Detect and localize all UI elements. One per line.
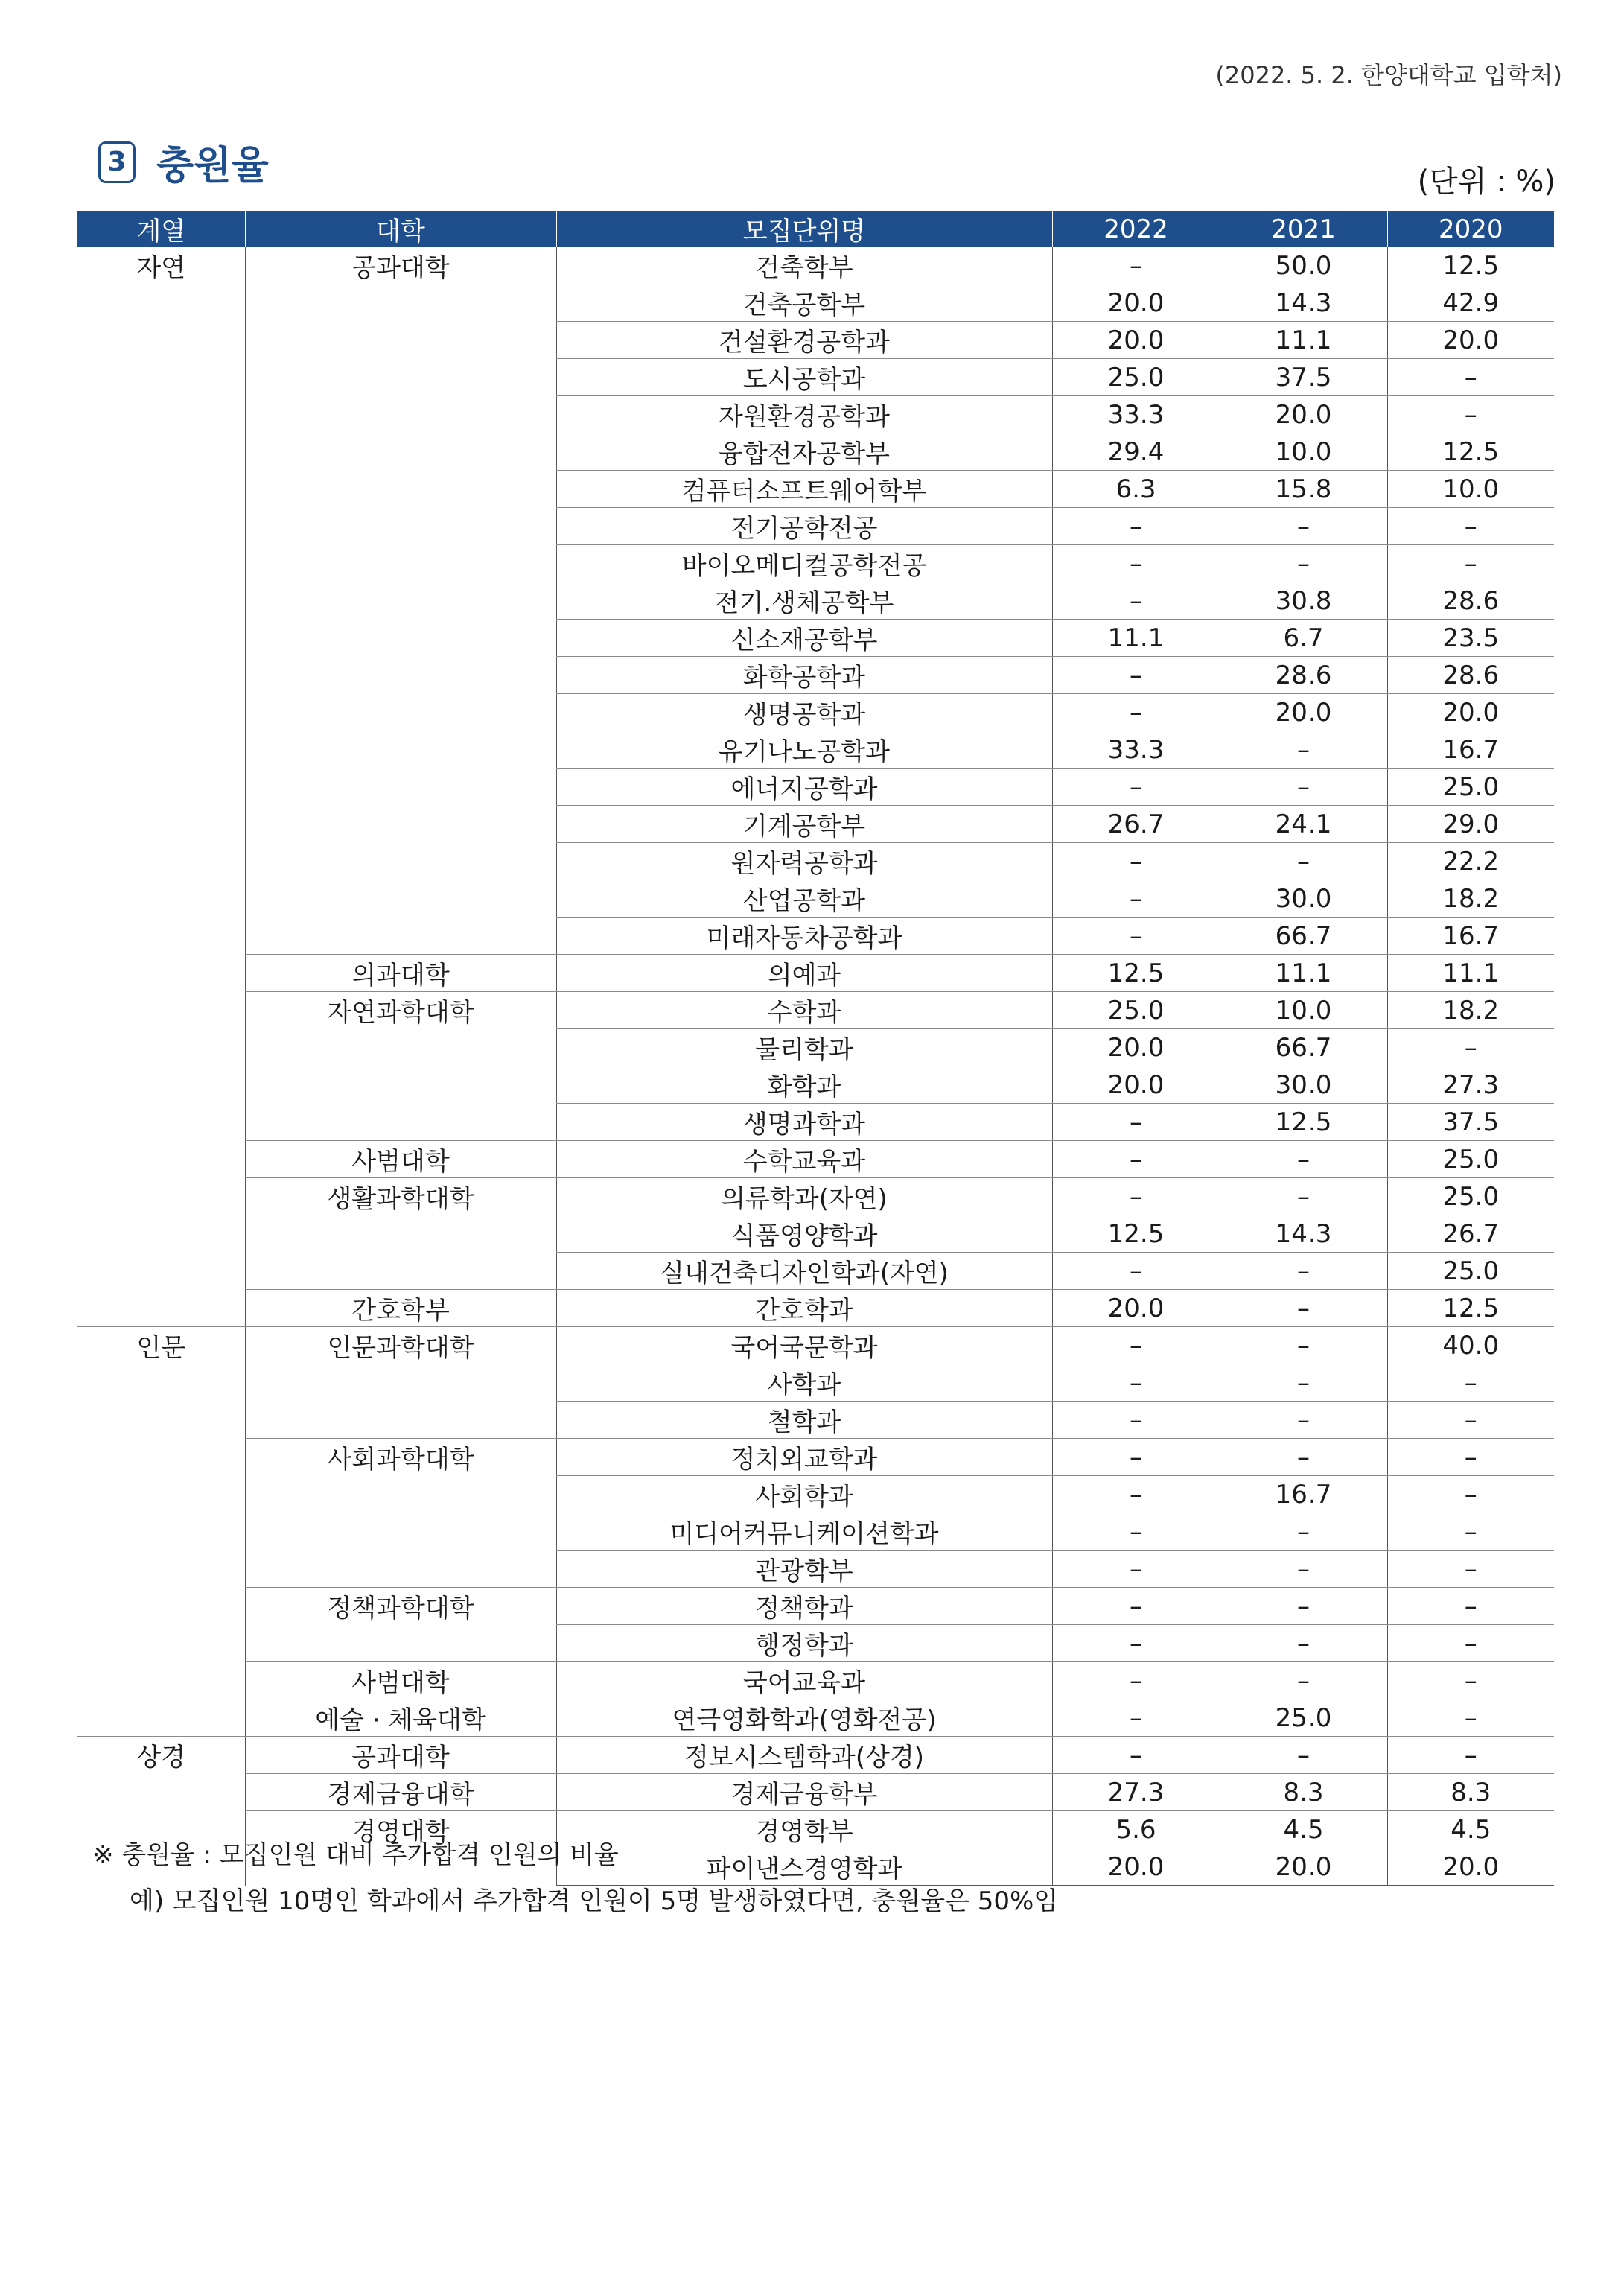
table-row — [77, 955, 1554, 992]
rate-2022-cell: 26.7 — [1052, 806, 1220, 843]
unit-name-cell: 실내건축디자인학과(자연) — [556, 1253, 1052, 1290]
rate-2020-cell: – — [1387, 1476, 1554, 1513]
rate-2020-cell: – — [1387, 1625, 1554, 1662]
footnotes — [92, 1832, 1058, 1924]
rate-2022-cell: 11.1 — [1052, 620, 1220, 657]
table-header-row — [77, 211, 1554, 247]
header-college: 대학 — [245, 211, 556, 247]
unit-name-cell: 산업공학과 — [556, 880, 1052, 918]
unit-name-cell: 수학과 — [556, 992, 1052, 1029]
rate-2021-cell: 30.8 — [1220, 582, 1387, 620]
rate-2022-cell: 20.0 — [1052, 284, 1220, 322]
rate-2020-cell: 26.7 — [1387, 1215, 1554, 1253]
table-row — [77, 1439, 1554, 1476]
rate-2021-cell: – — [1220, 545, 1387, 582]
table-row — [77, 1141, 1554, 1178]
rate-2020-cell: – — [1387, 1737, 1554, 1774]
rate-2021-cell: 30.0 — [1220, 1066, 1387, 1104]
rate-2020-cell: – — [1387, 545, 1554, 582]
category-cell: 상경 — [77, 1737, 245, 1886]
rate-2020-cell: 40.0 — [1387, 1327, 1554, 1364]
unit-name-cell: 화학공학과 — [556, 657, 1052, 694]
table-row — [77, 1588, 1554, 1625]
rate-2021-cell: 66.7 — [1220, 1029, 1387, 1066]
unit-name-cell: 미디어커뮤니케이션학과 — [556, 1513, 1052, 1551]
rate-2022-cell: – — [1052, 1104, 1220, 1141]
rate-2021-cell: – — [1220, 1439, 1387, 1476]
rate-2020-cell: 29.0 — [1387, 806, 1554, 843]
college-cell: 인문과학대학 — [245, 1327, 556, 1439]
rate-2020-cell: 12.5 — [1387, 247, 1554, 284]
rate-2021-cell: 6.7 — [1220, 620, 1387, 657]
rate-2021-cell: 20.0 — [1220, 694, 1387, 731]
college-cell: 사범대학 — [245, 1141, 556, 1178]
unit-name-cell: 유기나노공학과 — [556, 731, 1052, 769]
rate-2020-cell: – — [1387, 1439, 1554, 1476]
rate-2021-cell: 12.5 — [1220, 1104, 1387, 1141]
rate-2021-cell: 20.0 — [1220, 1848, 1387, 1886]
header-year-2020: 2020 — [1387, 211, 1554, 247]
rate-2021-cell: 28.6 — [1220, 657, 1387, 694]
rate-2020-cell: – — [1387, 1364, 1554, 1402]
source-note: (2022. 5. 2. 한양대학교 입학처) — [1215, 61, 1562, 89]
table-row — [77, 1662, 1554, 1699]
unit-name-cell: 건설환경공학과 — [556, 322, 1052, 359]
rate-2022-cell: 20.0 — [1052, 322, 1220, 359]
rate-2021-cell: 37.5 — [1220, 359, 1387, 396]
unit-name-cell: 간호학과 — [556, 1290, 1052, 1327]
rate-2020-cell: 12.5 — [1387, 433, 1554, 471]
rate-2022-cell: – — [1052, 918, 1220, 955]
rate-2021-cell: 11.1 — [1220, 955, 1387, 992]
category-cell: 자연 — [77, 247, 245, 1327]
table-row — [77, 992, 1554, 1029]
rate-2022-cell: – — [1052, 1662, 1220, 1699]
unit-name-cell: 화학과 — [556, 1066, 1052, 1104]
rate-2020-cell: 16.7 — [1387, 731, 1554, 769]
rate-2022-cell: – — [1052, 694, 1220, 731]
rate-2022-cell: 20.0 — [1052, 1290, 1220, 1327]
rate-2021-cell: – — [1220, 1662, 1387, 1699]
rate-2020-cell: 11.1 — [1387, 955, 1554, 992]
rate-2021-cell: – — [1220, 1513, 1387, 1551]
rate-2021-cell: – — [1220, 1141, 1387, 1178]
unit-name-cell: 전기공학전공 — [556, 508, 1052, 545]
rate-2021-cell: – — [1220, 1625, 1387, 1662]
rate-2020-cell: – — [1387, 359, 1554, 396]
unit-name-cell: 경영학부 — [556, 1811, 1052, 1848]
unit-name-cell: 건축학부 — [556, 247, 1052, 284]
unit-name-cell: 식품영양학과 — [556, 1215, 1052, 1253]
rate-2020-cell: 42.9 — [1387, 284, 1554, 322]
unit-name-cell: 기계공학부 — [556, 806, 1052, 843]
rate-2020-cell: – — [1387, 396, 1554, 433]
rate-2020-cell: 20.0 — [1387, 694, 1554, 731]
rate-2020-cell: – — [1387, 1029, 1554, 1066]
rate-2021-cell: 15.8 — [1220, 471, 1387, 508]
rate-2021-cell: – — [1220, 1327, 1387, 1364]
footnote-definition: ※ 충원율 : 모집인원 대비 추가합격 인원의 비율 — [92, 1840, 619, 1870]
rate-2020-cell: – — [1387, 1588, 1554, 1625]
college-cell: 간호학부 — [245, 1290, 556, 1327]
unit-label: (단위 : %) — [1417, 165, 1555, 199]
unit-name-cell: 자원환경공학과 — [556, 396, 1052, 433]
college-cell: 예술 · 체육대학 — [245, 1699, 556, 1737]
header-unit-name: 모집단위명 — [556, 211, 1052, 247]
unit-name-cell: 신소재공학부 — [556, 620, 1052, 657]
rate-2021-cell: – — [1220, 1737, 1387, 1774]
rate-2022-cell: 27.3 — [1052, 1774, 1220, 1811]
section-heading — [98, 134, 269, 190]
rate-2022-cell: – — [1052, 1699, 1220, 1737]
rate-2020-cell: 37.5 — [1387, 1104, 1554, 1141]
college-cell: 자연과학대학 — [245, 992, 556, 1141]
unit-name-cell: 원자력공학과 — [556, 843, 1052, 880]
rate-2022-cell: 25.0 — [1052, 992, 1220, 1029]
rate-2021-cell: – — [1220, 769, 1387, 806]
unit-name-cell: 물리학과 — [556, 1029, 1052, 1066]
rate-2021-cell: – — [1220, 1253, 1387, 1290]
unit-name-cell: 건축공학부 — [556, 284, 1052, 322]
unit-name-cell: 파이낸스경영학과 — [556, 1848, 1052, 1886]
rate-2020-cell: 23.5 — [1387, 620, 1554, 657]
rate-2022-cell: 29.4 — [1052, 433, 1220, 471]
college-cell: 공과대학 — [245, 247, 556, 955]
table-row — [77, 1327, 1554, 1364]
rate-2020-cell: 22.2 — [1387, 843, 1554, 880]
header-year-2022: 2022 — [1052, 211, 1220, 247]
unit-name-cell: 철학과 — [556, 1402, 1052, 1439]
rate-2022-cell: 5.6 — [1052, 1811, 1220, 1848]
rate-2021-cell: – — [1220, 1588, 1387, 1625]
unit-name-cell: 미래자동차공학과 — [556, 918, 1052, 955]
rate-2021-cell: 10.0 — [1220, 433, 1387, 471]
rate-2021-cell: – — [1220, 731, 1387, 769]
rate-2020-cell: – — [1387, 1699, 1554, 1737]
unit-name-cell: 연극영화학과(영화전공) — [556, 1699, 1052, 1737]
rate-2021-cell: 16.7 — [1220, 1476, 1387, 1513]
rate-2022-cell: – — [1052, 508, 1220, 545]
rate-2021-cell: – — [1220, 1551, 1387, 1588]
rate-2022-cell: – — [1052, 1551, 1220, 1588]
unit-name-cell: 국어국문학과 — [556, 1327, 1052, 1364]
unit-name-cell: 전기.생체공학부 — [556, 582, 1052, 620]
rate-2020-cell: 25.0 — [1387, 1253, 1554, 1290]
rate-2022-cell: 12.5 — [1052, 1215, 1220, 1253]
college-cell: 사회과학대학 — [245, 1439, 556, 1588]
table-row — [77, 1699, 1554, 1737]
fill-rate-table — [77, 211, 1554, 1886]
rate-2022-cell: 33.3 — [1052, 396, 1220, 433]
rate-2022-cell: – — [1052, 843, 1220, 880]
rate-2022-cell: – — [1052, 769, 1220, 806]
rate-2021-cell: 14.3 — [1220, 284, 1387, 322]
unit-name-cell: 도시공학과 — [556, 359, 1052, 396]
rate-2021-cell: 20.0 — [1220, 396, 1387, 433]
section-number: 3 — [98, 141, 136, 183]
rate-2021-cell: 25.0 — [1220, 1699, 1387, 1737]
rate-2020-cell: 4.5 — [1387, 1811, 1554, 1848]
rate-2020-cell: 25.0 — [1387, 769, 1554, 806]
rate-2021-cell: – — [1220, 508, 1387, 545]
rate-2022-cell: – — [1052, 1141, 1220, 1178]
rate-2021-cell: – — [1220, 1402, 1387, 1439]
unit-name-cell: 생명공학과 — [556, 694, 1052, 731]
rate-2021-cell: – — [1220, 843, 1387, 880]
college-cell: 생활과학대학 — [245, 1178, 556, 1290]
table-row — [77, 1290, 1554, 1327]
rate-2020-cell: 28.6 — [1387, 582, 1554, 620]
rate-2020-cell: 28.6 — [1387, 657, 1554, 694]
rate-2021-cell: 8.3 — [1220, 1774, 1387, 1811]
unit-name-cell: 수학교육과 — [556, 1141, 1052, 1178]
rate-2020-cell: 12.5 — [1387, 1290, 1554, 1327]
rate-2020-cell: 18.2 — [1387, 992, 1554, 1029]
rate-2020-cell: – — [1387, 1513, 1554, 1551]
rate-2021-cell: 24.1 — [1220, 806, 1387, 843]
rate-2021-cell: 11.1 — [1220, 322, 1387, 359]
table-row — [77, 1178, 1554, 1215]
rate-2020-cell: 25.0 — [1387, 1178, 1554, 1215]
college-cell: 경제금융대학 — [245, 1774, 556, 1811]
rate-2022-cell: – — [1052, 1253, 1220, 1290]
unit-name-cell: 컴퓨터소프트웨어학부 — [556, 471, 1052, 508]
rate-2022-cell: – — [1052, 657, 1220, 694]
rate-2022-cell: 33.3 — [1052, 731, 1220, 769]
table-row — [77, 247, 1554, 284]
rate-2020-cell: – — [1387, 508, 1554, 545]
unit-name-cell: 바이오메디컬공학전공 — [556, 545, 1052, 582]
rate-2020-cell: 27.3 — [1387, 1066, 1554, 1104]
unit-name-cell: 정보시스템학과(상경) — [556, 1737, 1052, 1774]
unit-name-cell: 정치외교학과 — [556, 1439, 1052, 1476]
rate-2021-cell: 50.0 — [1220, 247, 1387, 284]
rate-2021-cell: – — [1220, 1364, 1387, 1402]
section-title: 충원율 — [156, 144, 269, 188]
rate-2021-cell: 14.3 — [1220, 1215, 1387, 1253]
college-cell: 의과대학 — [245, 955, 556, 992]
unit-name-cell: 국어교육과 — [556, 1662, 1052, 1699]
rate-2021-cell: 10.0 — [1220, 992, 1387, 1029]
rate-2022-cell: 12.5 — [1052, 955, 1220, 992]
college-cell: 공과대학 — [245, 1737, 556, 1774]
footnote-example: 예) 모집인원 10명인 학과에서 추가합격 인원이 5명 발생하였다면, 충원율은 50%임 — [130, 1886, 1059, 1916]
rate-2022-cell: 20.0 — [1052, 1848, 1220, 1886]
rate-2020-cell: 16.7 — [1387, 918, 1554, 955]
unit-name-cell: 경제금융학부 — [556, 1774, 1052, 1811]
unit-name-cell: 관광학부 — [556, 1551, 1052, 1588]
rate-2020-cell: 20.0 — [1387, 1848, 1554, 1886]
unit-name-cell: 의예과 — [556, 955, 1052, 992]
rate-2022-cell: – — [1052, 880, 1220, 918]
rate-2021-cell: 66.7 — [1220, 918, 1387, 955]
college-cell: 경영대학 — [245, 1811, 556, 1886]
rate-2020-cell: – — [1387, 1551, 1554, 1588]
rate-2020-cell: 25.0 — [1387, 1141, 1554, 1178]
rate-2022-cell: – — [1052, 1737, 1220, 1774]
unit-name-cell: 에너지공학과 — [556, 769, 1052, 806]
rate-2022-cell: – — [1052, 1364, 1220, 1402]
rate-2022-cell: – — [1052, 1327, 1220, 1364]
rate-2022-cell: – — [1052, 1439, 1220, 1476]
rate-2020-cell: 18.2 — [1387, 880, 1554, 918]
rate-2022-cell: 20.0 — [1052, 1066, 1220, 1104]
rate-2020-cell: 20.0 — [1387, 322, 1554, 359]
unit-name-cell: 의류학과(자연) — [556, 1178, 1052, 1215]
header-category: 계열 — [77, 211, 245, 247]
college-cell: 정책과학대학 — [245, 1588, 556, 1662]
rate-2022-cell: 25.0 — [1052, 359, 1220, 396]
rate-2022-cell: – — [1052, 1402, 1220, 1439]
rate-2022-cell: – — [1052, 545, 1220, 582]
rate-2022-cell: 6.3 — [1052, 471, 1220, 508]
header-year-2021: 2021 — [1220, 211, 1387, 247]
rate-2022-cell: – — [1052, 1513, 1220, 1551]
rate-2020-cell: 10.0 — [1387, 471, 1554, 508]
college-cell: 사범대학 — [245, 1662, 556, 1699]
rate-2022-cell: – — [1052, 247, 1220, 284]
rate-2021-cell: – — [1220, 1178, 1387, 1215]
unit-name-cell: 융합전자공학부 — [556, 433, 1052, 471]
rate-2022-cell: – — [1052, 1476, 1220, 1513]
category-cell: 인문 — [77, 1327, 245, 1737]
rate-2021-cell: 30.0 — [1220, 880, 1387, 918]
unit-name-cell: 생명과학과 — [556, 1104, 1052, 1141]
unit-name-cell: 사회학과 — [556, 1476, 1052, 1513]
table-row — [77, 1774, 1554, 1811]
rate-2020-cell: 8.3 — [1387, 1774, 1554, 1811]
unit-name-cell: 행정학과 — [556, 1625, 1052, 1662]
unit-name-cell: 사학과 — [556, 1364, 1052, 1402]
rate-2022-cell: – — [1052, 1625, 1220, 1662]
unit-name-cell: 정책학과 — [556, 1588, 1052, 1625]
rate-2021-cell: 4.5 — [1220, 1811, 1387, 1848]
rate-2022-cell: – — [1052, 1178, 1220, 1215]
rate-2022-cell: – — [1052, 1588, 1220, 1625]
table-row — [77, 1737, 1554, 1774]
rate-2020-cell: – — [1387, 1402, 1554, 1439]
rate-2022-cell: – — [1052, 582, 1220, 620]
rate-2020-cell: – — [1387, 1662, 1554, 1699]
rate-2021-cell: – — [1220, 1290, 1387, 1327]
rate-2022-cell: 20.0 — [1052, 1029, 1220, 1066]
